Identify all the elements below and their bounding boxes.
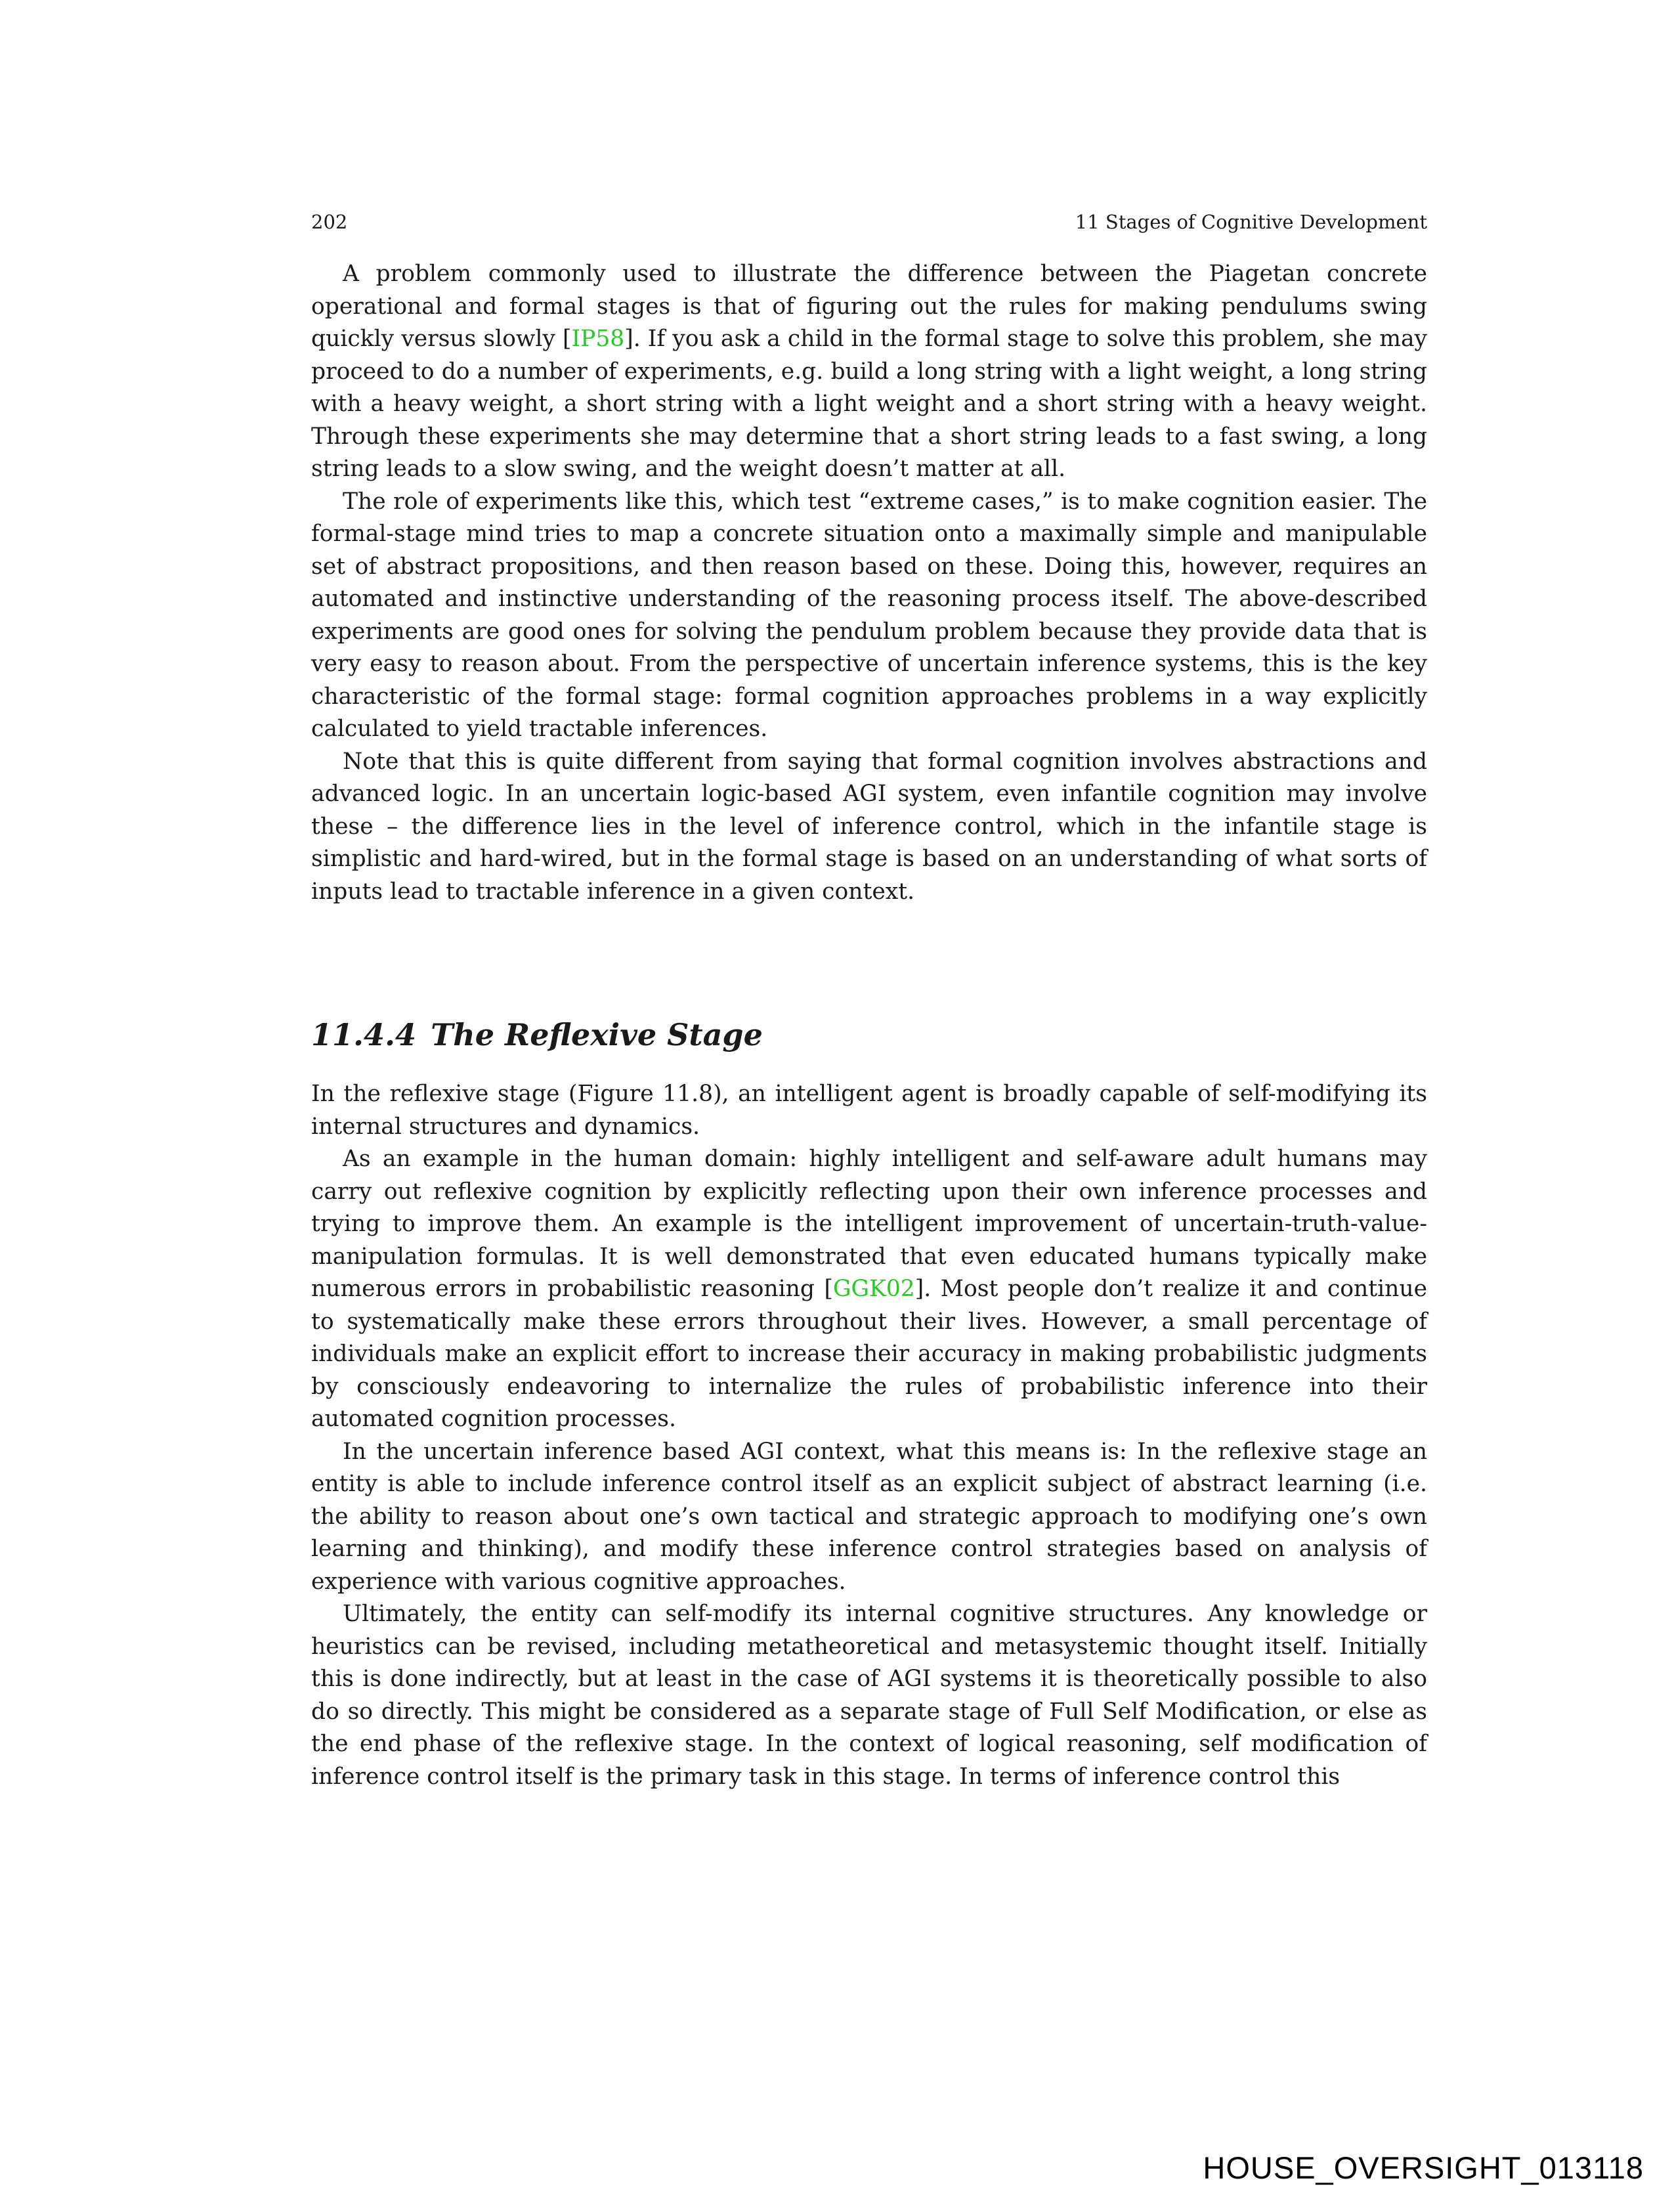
paragraph-pendulum-problem (311, 258, 1427, 486)
paragraph-extreme-cases: The role of experiments like this, which test “extreme cases,” is to make cognition easier. The formal-stage mind tries to map a concrete situation onto a maximally simple and manipulable set of abstract propositions, and then reason based on these. Doing this, however, requires an automated and instinctive understanding of the reasoning process itself. The above-described experiments are good ones for solving the pendulum problem because they provide data that is very easy to reason about. From the perspective of uncertain inference systems, this is the key characteristic of the formal stage: formal cognition approaches problems in a way explicitly calculated to yield tractable inferences. (311, 488, 1427, 742)
paragraph-text: As an example in the human domain: highly intelligent and self-aware adult humans may carry out reflexive cognition by explicitly reflecting upon their own inference processes and trying to improve them. An example is the intelligent improvement of uncertain-truth-value-manipulation formulas. It is well demonstrated that even educated humans typically make numerous errors in probabilistic reasoning [ (311, 1146, 1427, 1302)
paragraph-reflexive-intro: In the reflexive stage (Figure 11.8), an intelligent agent is broadly capable of self-modifying its internal structures and dynamics. (311, 1081, 1427, 1140)
paragraph-formal-cognition: Note that this is quite different from saying that formal cognition involves abstractions and advanced logic. In an uncertain logic-based AGI system, even infantile cognition may involve these – the difference lies in the level of inference control, which in the infantile stage is simplistic and hard-wired, but in the formal stage is based on an understanding of what sorts of inputs lead to tractable inference in a given context. (311, 748, 1427, 905)
running-head (311, 209, 1427, 235)
citation-link-ggk02[interactable]: GGK02 (832, 1276, 915, 1302)
bates-stamp: HOUSE_OVERSIGHT_013118 (1203, 2150, 1644, 2185)
paragraph-human-domain (311, 1143, 1427, 1436)
paragraph-text: A problem commonly used to illustrate the difference between the Piagetan concrete operational and formal stages is that of figuring out the rules for making pendulums swing quickly versus slowly [ (311, 261, 1427, 352)
section-heading (311, 1015, 1427, 1054)
chapter-title: 11 Stages of Cognitive Development (1075, 211, 1427, 233)
paragraph-self-modification: Ultimately, the entity can self-modify its internal cognitive structures. Any knowledge or heuristics can be revised, including metatheoretical and metasystemic thought itself. Initially this is done indirectly, but at least in the case of AGI systems it is theoretically possible to also do so directly. This might be considered as a separate stage of Full Self Modification, or else as the end phase of the reflexive stage. In the context of logical reasoning, self modification of inference control itself is the primary task in this stage. In terms of inference control this (311, 1601, 1427, 1790)
body-text-bottom (311, 1078, 1427, 1793)
paragraph-text: ]. If you ask a child in the formal stage to solve this problem, she may proceed to do a number of experiments, e.g. build a long string with a light weight, a long string with a heavy weight, a short string with a light weight and a short string with a heavy weight. Through these experiments she may determine that a short string leads to a fast swing, a long string leads to a slow swing, and the weight doesn’t matter at all. (311, 326, 1428, 482)
section-title: The Reflexive Stage (431, 1017, 763, 1053)
page-number: 202 (311, 211, 348, 233)
body-text-top (311, 258, 1427, 908)
paragraph-text: ]. Most people don’t realize it and continue to systematically make these errors throughout their lives. However, a small percentage of individuals make an explicit effort to increase their accuracy in making probabilistic judgments by consciously endeavoring to internalize the rules of probabilistic inference into their automated cognition processes. (311, 1276, 1428, 1432)
section-number: 11.4.4 (311, 1017, 417, 1053)
citation-link-ip58[interactable]: IP58 (571, 326, 625, 352)
paragraph-agi-context: In the uncertain inference based AGI context, what this means is: In the reflexive stage an entity is able to include inference control itself as an explicit subject of abstract learning (i.e. the ability to reason about one’s own tactical and strategic approach to modifying one’s own learning and thinking), and modify these inference control strategies based on analysis of experience with various cognitive approaches. (311, 1438, 1427, 1595)
